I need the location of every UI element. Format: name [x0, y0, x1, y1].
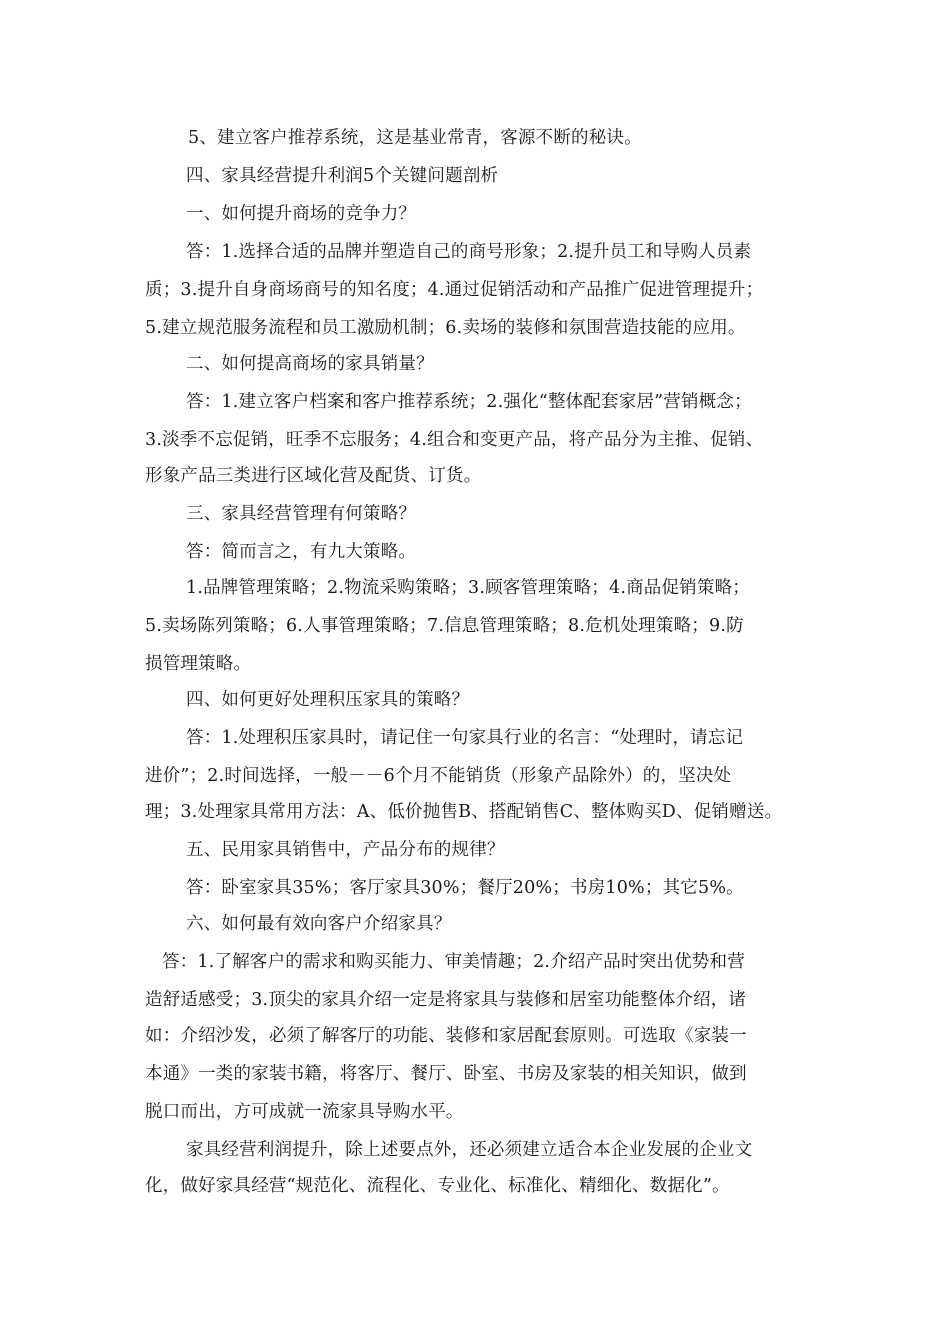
paragraph-line: 脱口而出，方可成就一流家具导购水平。: [145, 1102, 464, 1122]
question-heading: 一、如何提升商场的竞争力？: [186, 204, 417, 224]
paragraph-line: 5.建立规范服务流程和员工激励机制；6.卖场的装修和氛围营造技能的应用。: [145, 318, 746, 338]
paragraph-line: 3.淡季不忘促销，旺季不忘服务；4.组合和变更产品，将产品分为主推、促销、: [145, 430, 764, 450]
question-heading: 五、民用家具销售中，产品分布的规律？: [186, 840, 505, 860]
paragraph-line: 答：1.了解客户的需求和购买能力、审美情趣；2.介绍产品时突出优势和营: [162, 952, 745, 972]
paragraph-line: 本通》一类的家装书籍，将客厅、餐厅、卧室、书房及家装的相关知识，做到: [145, 1064, 747, 1084]
paragraph-line: 5、建立客户推荐系统，这是基业常青，客源不断的秘诀。: [188, 128, 642, 148]
paragraph-line: 损管理策略。: [145, 654, 252, 674]
question-heading: 三、家具经营管理有何策略？: [186, 504, 417, 524]
paragraph-line: 答：卧室家具35%；客厅家具30%；餐厅20%；书房10%；其它5%。: [186, 878, 744, 898]
paragraph-line: 进价”；2.时间选择，一般－－6个月不能销货（形象产品除外）的，坚决处: [145, 766, 732, 786]
paragraph-line: 造舒适感受；3.顶尖的家具介绍一定是将家具与装修和居室功能整体介绍，诸: [145, 990, 747, 1010]
paragraph-line: 答：简而言之，有九大策略。: [186, 542, 417, 562]
question-heading: 四、如何更好处理积压家具的策略？: [186, 690, 470, 710]
question-heading: 六、如何最有效向客户介绍家具？: [186, 914, 452, 934]
question-heading: 二、如何提高商场的家具销量？: [186, 354, 434, 374]
paragraph-line: 如：介绍沙发，必须了解客厅的功能、装修和家居配套原则。可选取《家装一: [145, 1026, 747, 1046]
paragraph-line: 家具经营利润提升，除上述要点外，还必须建立适合本企业发展的企业文: [186, 1140, 753, 1160]
paragraph-line: 理；3.处理家具常用方法：A、低价抛售B、搭配销售C、整体购买D、促销赠送。: [145, 802, 783, 822]
paragraph-line: 答：1.建立客户档案和客户推荐系统；2.强化“整体配套家居”营销概念；: [186, 392, 752, 412]
paragraph-line: 5.卖场陈列策略；6.人事管理策略；7.信息管理策略；8.危机处理策略；9.防: [145, 616, 744, 636]
paragraph-line: 1.品牌管理策略；2.物流采购策略；3.顾客管理策略；4.商品促销策略；: [186, 578, 750, 598]
paragraph-line: 形象产品三类进行区域化营及配货、订货。: [145, 466, 482, 486]
paragraph-line: 答：1.处理积压家具时，请记住一句家具行业的名言：“处理时，请忘记: [186, 728, 744, 748]
paragraph-line: 答：1.选择合适的品牌并塑造自己的商号形象；2.提升员工和导购人员素: [186, 242, 752, 262]
paragraph-line: 化，做好家具经营“规范化、流程化、专业化、标准化、精细化、数据化”。: [145, 1176, 730, 1196]
paragraph-line: 质；3.提升自身商场商号的知名度；4.通过促销活动和产品推广促进管理提升；: [145, 280, 764, 300]
section-heading: 四、家具经营提升利润5个关键问题剖析: [186, 166, 499, 186]
